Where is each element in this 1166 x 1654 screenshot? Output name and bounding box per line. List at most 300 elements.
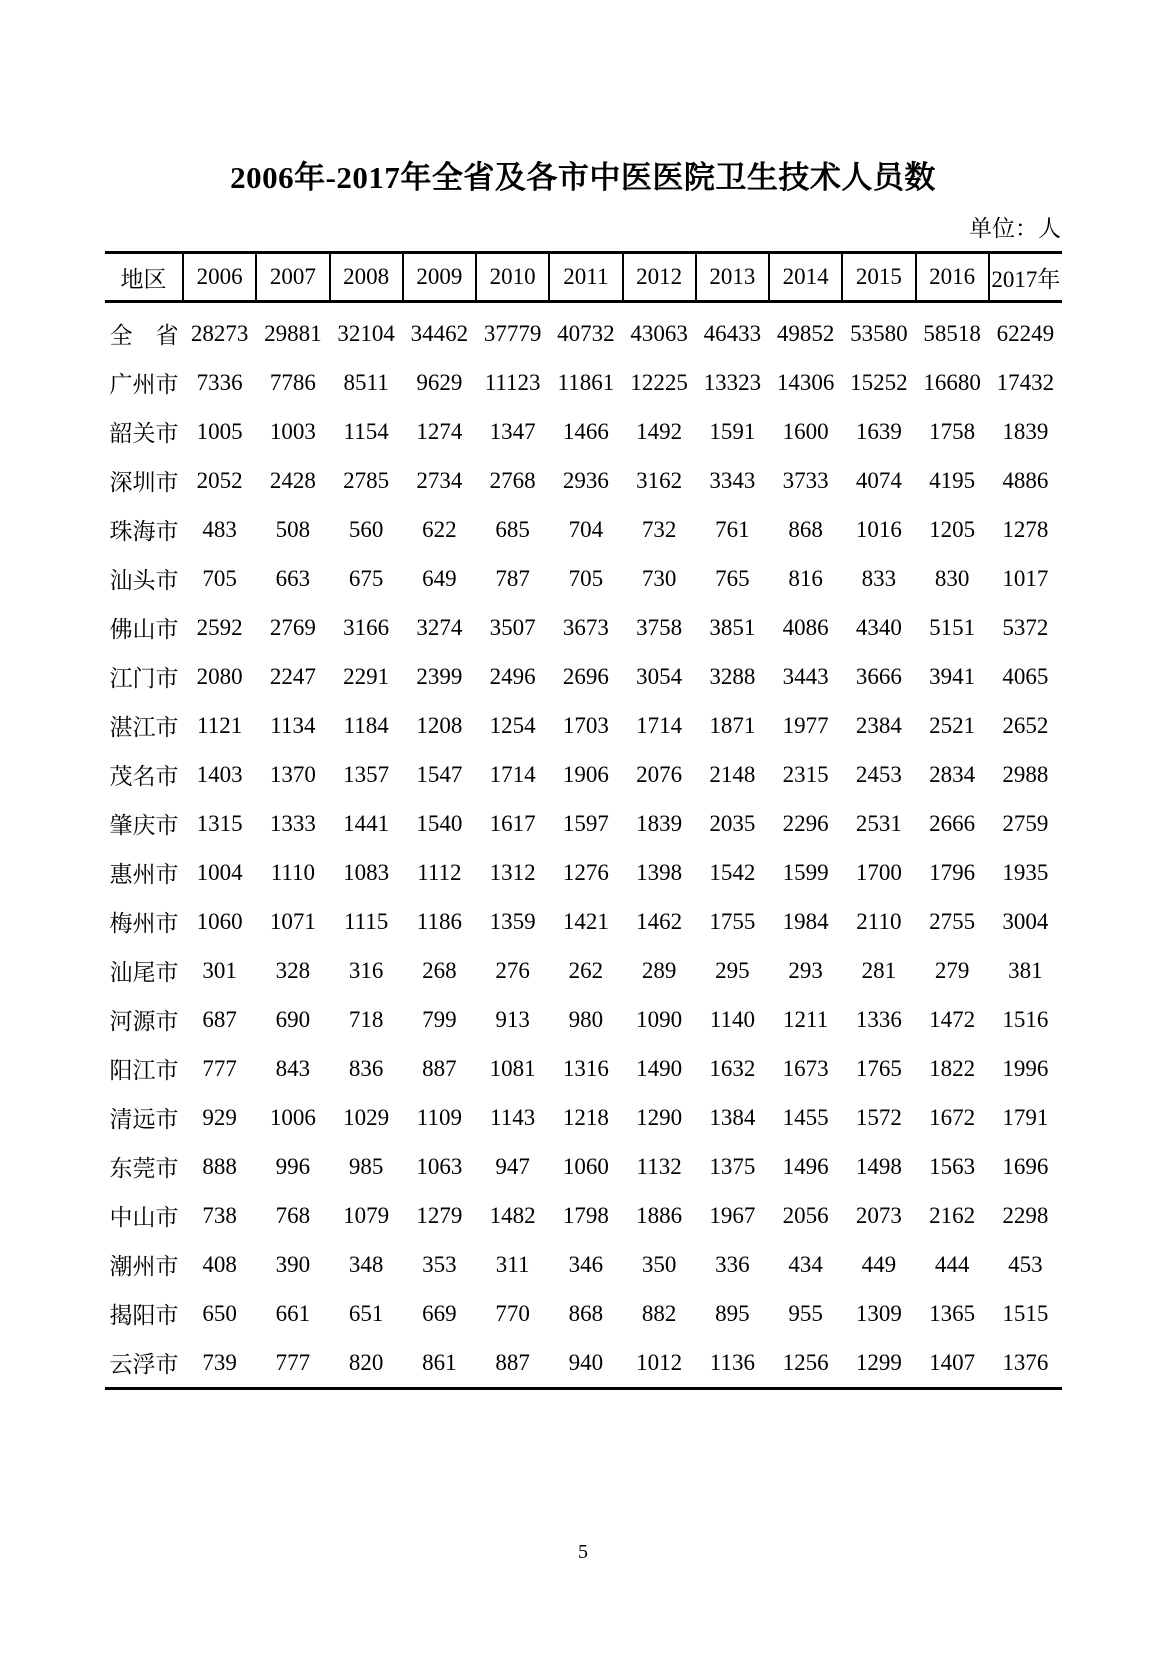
value-cell: 3166	[343, 614, 390, 640]
value-cell: 1455	[782, 1104, 829, 1130]
value-cell: 346	[568, 1251, 604, 1277]
region-cell: 河源市	[109, 1009, 179, 1034]
value-cell: 675	[348, 565, 384, 591]
value-cell: 2666	[929, 810, 976, 836]
value-cell: 947	[495, 1153, 530, 1179]
value-cell: 3666	[855, 663, 902, 689]
value-cell: 268	[422, 957, 457, 983]
value-cell: 4074	[855, 467, 902, 493]
value-cell: 1208	[416, 712, 463, 738]
value-cell: 765	[715, 565, 750, 591]
value-cell: 1755	[709, 908, 756, 934]
value-cell: 1370	[269, 761, 316, 787]
column-header-year: 2012	[623, 253, 696, 302]
value-cell: 940	[549, 1338, 622, 1389]
value-cell: 8511	[343, 369, 389, 395]
value-cell: 1515	[1002, 1300, 1049, 1326]
table-row	[105, 750, 1062, 799]
value-cell: 1632	[709, 1055, 756, 1081]
value-cell: 1516	[1002, 1006, 1049, 1032]
value-cell: 1278	[1002, 516, 1049, 542]
value-cell: 777	[202, 1055, 237, 1081]
region-cell: 中山市	[109, 1205, 179, 1230]
region-cell: 广州市	[109, 372, 179, 397]
value-cell: 3941	[929, 663, 976, 689]
staff-table	[105, 251, 1062, 1390]
value-cell: 1839	[636, 810, 683, 836]
value-cell: 1256	[769, 1338, 842, 1389]
value-cell: 1186	[416, 908, 462, 934]
region-cell: 佛山市	[109, 617, 179, 642]
region-cell: 惠州市	[109, 862, 179, 887]
value-cell: 1490	[636, 1055, 683, 1081]
value-cell: 833	[861, 565, 897, 591]
value-cell: 2052	[196, 467, 243, 493]
value-cell: 2315	[782, 761, 829, 787]
value-cell: 1758	[929, 418, 976, 444]
value-cell: 1572	[855, 1104, 902, 1130]
value-cell: 5372	[1002, 614, 1049, 640]
value-cell: 1274	[416, 418, 463, 444]
value-cell: 3288	[709, 663, 756, 689]
value-cell: 1063	[416, 1153, 463, 1179]
value-cell: 4886	[1002, 467, 1049, 493]
value-cell: 799	[422, 1006, 457, 1032]
value-cell: 3851	[709, 614, 756, 640]
value-cell: 4086	[782, 614, 829, 640]
table-row	[105, 652, 1062, 701]
unit-label: 单位：人	[969, 216, 1061, 241]
value-cell: 2936	[562, 467, 609, 493]
value-cell: 1492	[636, 418, 683, 444]
value-cell: 295	[715, 957, 750, 983]
value-cell: 1315	[196, 810, 243, 836]
table-row	[105, 897, 1062, 946]
value-cell: 913	[495, 1006, 530, 1032]
value-cell: 1299	[842, 1338, 915, 1389]
value-cell: 1060	[196, 908, 243, 934]
value-cell: 348	[348, 1251, 384, 1277]
value-cell: 1673	[782, 1055, 829, 1081]
value-cell: 3443	[782, 663, 829, 689]
region-cell: 潮州市	[109, 1254, 179, 1279]
table-row	[105, 603, 1062, 652]
value-cell: 768	[275, 1202, 311, 1228]
value-cell: 3733	[782, 467, 829, 493]
value-cell: 560	[348, 516, 384, 542]
value-cell: 669	[422, 1300, 457, 1326]
value-cell: 1083	[343, 859, 390, 885]
value-cell: 1110	[270, 859, 316, 885]
value-cell: 888	[202, 1153, 237, 1179]
value-cell: 3673	[562, 614, 609, 640]
value-cell: 1211	[783, 1006, 829, 1032]
value-cell: 1384	[709, 1104, 756, 1130]
value-cell: 2384	[855, 712, 902, 738]
table-row	[105, 1044, 1062, 1093]
value-cell: 1136	[696, 1338, 769, 1389]
value-cell: 1472	[929, 1006, 976, 1032]
value-cell: 980	[568, 1006, 604, 1032]
value-cell: 1079	[343, 1202, 390, 1228]
value-cell: 1496	[782, 1153, 829, 1179]
value-cell: 2652	[1002, 712, 1049, 738]
value-cell: 732	[641, 516, 677, 542]
value-cell: 1081	[489, 1055, 536, 1081]
value-cell: 1714	[489, 761, 536, 787]
value-cell: 1599	[782, 859, 829, 885]
value-cell: 276	[495, 957, 530, 983]
value-cell: 1703	[562, 712, 609, 738]
column-header-year: 2010	[476, 253, 549, 302]
value-cell: 262	[568, 957, 604, 983]
column-header-year: 2007	[256, 253, 329, 302]
value-cell: 1359	[489, 908, 536, 934]
value-cell: 1376	[989, 1338, 1062, 1389]
value-cell: 650	[202, 1300, 237, 1326]
value-cell: 14306	[776, 369, 835, 395]
value-cell: 2768	[489, 467, 536, 493]
region-cell: 揭阳市	[109, 1303, 179, 1328]
region-cell: 阳江市	[109, 1058, 179, 1083]
value-cell: 1407	[916, 1338, 989, 1389]
value-cell: 882	[641, 1300, 677, 1326]
value-cell: 2428	[269, 467, 316, 493]
value-cell: 1798	[562, 1202, 609, 1228]
value-cell: 1822	[929, 1055, 976, 1081]
value-cell: 7786	[269, 369, 316, 395]
value-cell: 843	[275, 1055, 311, 1081]
value-cell: 1886	[636, 1202, 683, 1228]
value-cell: 4340	[855, 614, 902, 640]
value-cell: 3004	[1002, 908, 1049, 934]
value-cell: 2399	[416, 663, 463, 689]
value-cell: 1279	[416, 1202, 463, 1228]
value-cell: 15252	[850, 369, 908, 395]
value-cell: 687	[202, 1006, 237, 1032]
value-cell: 7336	[196, 369, 243, 395]
value-cell: 2785	[343, 467, 390, 493]
value-cell: 1060	[562, 1153, 609, 1179]
value-cell: 1547	[416, 761, 463, 787]
value-cell: 1012	[623, 1338, 696, 1389]
value-cell: 2162	[929, 1202, 976, 1228]
value-cell: 2035	[709, 810, 756, 836]
value-cell: 2496	[489, 663, 536, 689]
value-cell: 718	[348, 1006, 384, 1032]
value-cell: 1218	[562, 1104, 609, 1130]
table-row	[105, 1142, 1062, 1191]
page-number: 5	[578, 1541, 588, 1563]
value-cell: 887	[422, 1055, 457, 1081]
value-cell: 29881	[264, 320, 322, 346]
value-cell: 508	[275, 516, 311, 542]
value-cell: 1112	[417, 859, 462, 885]
value-cell: 11861	[557, 369, 615, 395]
value-cell: 1016	[855, 516, 902, 542]
value-cell: 1184	[343, 712, 389, 738]
value-cell: 12225	[630, 369, 688, 395]
value-cell: 1132	[636, 1153, 682, 1179]
value-cell: 1540	[416, 810, 463, 836]
value-cell: 1542	[709, 859, 756, 885]
value-cell: 704	[568, 516, 604, 542]
value-cell: 28273	[190, 320, 249, 346]
value-cell: 1140	[709, 1006, 755, 1032]
value-cell: 1115	[343, 908, 389, 934]
value-cell: 1791	[1002, 1104, 1049, 1130]
value-cell: 1309	[855, 1300, 902, 1326]
value-cell: 301	[202, 957, 237, 983]
value-cell: 34462	[410, 320, 469, 346]
value-cell: 661	[275, 1300, 311, 1326]
value-cell: 1276	[562, 859, 609, 885]
value-cell: 53580	[850, 320, 908, 346]
value-cell: 1365	[929, 1300, 976, 1326]
value-cell: 40732	[557, 320, 615, 346]
value-cell: 289	[641, 957, 677, 983]
value-cell: 37779	[483, 320, 542, 346]
value-cell: 1398	[636, 859, 683, 885]
table-row	[105, 1191, 1062, 1240]
value-cell: 2769	[269, 614, 316, 640]
value-cell: 985	[348, 1153, 384, 1179]
value-cell: 649	[422, 565, 457, 591]
value-cell: 2247	[269, 663, 316, 689]
value-cell: 2696	[562, 663, 609, 689]
value-cell: 1600	[782, 418, 829, 444]
table-row	[105, 358, 1062, 407]
value-cell: 2110	[856, 908, 902, 934]
value-cell: 690	[275, 1006, 311, 1032]
value-cell: 2834	[929, 761, 976, 787]
value-cell: 1003	[269, 418, 316, 444]
region-cell: 韶关市	[109, 421, 179, 446]
value-cell: 1333	[269, 810, 316, 836]
value-cell: 3343	[709, 467, 756, 493]
value-cell: 281	[861, 957, 897, 983]
value-cell: 2291	[343, 663, 390, 689]
value-cell: 1006	[269, 1104, 316, 1130]
value-cell: 2521	[929, 712, 976, 738]
value-cell: 1357	[343, 761, 390, 787]
value-cell: 1498	[855, 1153, 902, 1179]
value-cell: 3054	[636, 663, 683, 689]
value-cell: 449	[861, 1251, 897, 1277]
value-cell: 1004	[196, 859, 243, 885]
value-cell: 58518	[923, 320, 981, 346]
value-cell: 761	[715, 516, 750, 542]
region-cell: 云浮市	[105, 1338, 183, 1389]
column-header-year: 2015	[842, 253, 915, 302]
value-cell: 622	[422, 516, 457, 542]
value-cell: 2759	[1002, 810, 1049, 836]
value-cell: 2755	[929, 908, 976, 934]
value-cell: 1071	[269, 908, 316, 934]
value-cell: 705	[202, 565, 237, 591]
value-cell: 483	[202, 516, 237, 542]
value-cell: 1421	[562, 908, 609, 934]
region-cell: 汕尾市	[109, 960, 179, 985]
value-cell: 1205	[929, 516, 976, 542]
region-cell: 茂名市	[109, 764, 179, 789]
region-cell: 深圳市	[109, 470, 179, 495]
value-cell: 861	[403, 1338, 476, 1389]
value-cell: 1563	[929, 1153, 976, 1179]
value-cell: 1154	[343, 418, 389, 444]
value-cell: 1121	[197, 712, 243, 738]
table-row	[105, 946, 1062, 995]
value-cell: 996	[275, 1153, 311, 1179]
value-cell: 1839	[1002, 418, 1049, 444]
value-cell: 1347	[489, 418, 536, 444]
value-cell: 2298	[1002, 1202, 1049, 1228]
page-title: 2006年-2017年全省及各市中医医院卫生技术人员数	[230, 160, 936, 195]
table-row	[105, 1289, 1062, 1338]
value-cell: 651	[348, 1300, 384, 1326]
value-cell: 1462	[636, 908, 683, 934]
table-row	[105, 995, 1062, 1044]
value-cell: 328	[275, 957, 311, 983]
value-cell: 820	[330, 1338, 403, 1389]
value-cell: 381	[1008, 957, 1043, 983]
value-cell: 1906	[562, 761, 609, 787]
region-cell: 全 省	[109, 323, 179, 348]
value-cell: 11123	[484, 369, 541, 395]
value-cell: 1005	[196, 418, 243, 444]
value-cell: 739	[183, 1338, 256, 1389]
value-cell: 895	[715, 1300, 750, 1326]
value-cell: 3758	[636, 614, 683, 640]
value-cell: 3274	[416, 614, 463, 640]
value-cell: 13323	[703, 369, 762, 395]
value-cell: 62249	[996, 320, 1055, 346]
value-cell: 1871	[709, 712, 756, 738]
column-header-year: 2017年	[989, 253, 1062, 302]
table-row	[105, 554, 1062, 603]
value-cell: 1312	[489, 859, 536, 885]
table-row	[105, 505, 1062, 554]
value-cell: 32104	[337, 320, 395, 346]
region-cell: 肇庆市	[109, 813, 179, 838]
value-cell: 1090	[636, 1006, 683, 1032]
value-cell: 1029	[343, 1104, 390, 1130]
value-cell: 293	[788, 957, 823, 983]
value-cell: 1617	[489, 810, 536, 836]
value-cell: 444	[934, 1251, 970, 1277]
value-cell: 1134	[270, 712, 316, 738]
column-header-year: 2014	[769, 253, 842, 302]
table-body	[105, 302, 1062, 1389]
table-row	[105, 407, 1062, 456]
region-cell: 珠海市	[109, 519, 179, 544]
value-cell: 1796	[929, 859, 976, 885]
value-cell: 2056	[782, 1202, 829, 1228]
table-row	[105, 456, 1062, 505]
value-cell: 2148	[709, 761, 756, 787]
value-cell: 1316	[562, 1055, 609, 1081]
value-cell: 1017	[1002, 565, 1049, 591]
value-cell: 1935	[1002, 859, 1049, 885]
value-cell: 16680	[923, 369, 981, 395]
value-cell: 3507	[489, 614, 536, 640]
value-cell: 2531	[855, 810, 902, 836]
value-cell: 1591	[709, 418, 756, 444]
table-row	[105, 302, 1062, 359]
value-cell: 9629	[416, 369, 463, 395]
value-cell: 1714	[636, 712, 683, 738]
value-cell: 49852	[776, 320, 835, 346]
value-cell: 770	[495, 1300, 530, 1326]
value-cell: 868	[788, 516, 823, 542]
value-cell: 929	[202, 1104, 237, 1130]
value-cell: 1765	[855, 1055, 902, 1081]
value-cell: 2076	[636, 761, 683, 787]
value-cell: 955	[788, 1300, 823, 1326]
value-cell: 830	[934, 565, 970, 591]
value-cell: 2592	[196, 614, 243, 640]
value-cell: 2296	[782, 810, 829, 836]
column-header-year: 2016	[916, 253, 989, 302]
value-cell: 3162	[636, 467, 683, 493]
table-row	[105, 1338, 1062, 1389]
value-cell: 1143	[490, 1104, 536, 1130]
value-cell: 1977	[782, 712, 829, 738]
value-cell: 1996	[1002, 1055, 1049, 1081]
value-cell: 663	[275, 565, 311, 591]
value-cell: 1984	[782, 908, 829, 934]
table-row	[105, 848, 1062, 897]
value-cell: 1696	[1002, 1153, 1049, 1179]
value-cell: 316	[348, 957, 384, 983]
value-cell: 353	[422, 1251, 457, 1277]
value-cell: 350	[641, 1251, 677, 1277]
column-header-year: 2009	[403, 253, 476, 302]
value-cell: 1109	[416, 1104, 462, 1130]
value-cell: 836	[348, 1055, 384, 1081]
value-cell: 5151	[929, 614, 976, 640]
value-cell: 787	[495, 565, 530, 591]
value-cell: 1466	[562, 418, 609, 444]
region-cell: 汕头市	[109, 568, 179, 593]
value-cell: 2453	[855, 761, 902, 787]
region-cell: 江门市	[109, 666, 179, 691]
value-cell: 2073	[855, 1202, 902, 1228]
region-cell: 东莞市	[109, 1156, 179, 1181]
table-row	[105, 1093, 1062, 1142]
region-cell: 梅州市	[109, 911, 179, 936]
region-cell: 湛江市	[109, 715, 179, 740]
value-cell: 1254	[489, 712, 536, 738]
column-header-region: 地区	[105, 253, 183, 302]
value-cell: 730	[641, 565, 677, 591]
value-cell: 17432	[996, 369, 1055, 395]
table-row	[105, 799, 1062, 848]
value-cell: 43063	[630, 320, 688, 346]
value-cell: 1672	[929, 1104, 976, 1130]
table-header-row	[105, 253, 1062, 302]
table-row	[105, 1240, 1062, 1289]
value-cell: 2734	[416, 467, 463, 493]
value-cell: 738	[202, 1202, 237, 1228]
value-cell: 311	[495, 1251, 530, 1277]
value-cell: 279	[934, 957, 970, 983]
value-cell: 2988	[1002, 761, 1049, 787]
column-header-year: 2006	[183, 253, 256, 302]
value-cell: 1700	[855, 859, 902, 885]
value-cell: 868	[568, 1300, 604, 1326]
column-header-year: 2011	[549, 253, 622, 302]
